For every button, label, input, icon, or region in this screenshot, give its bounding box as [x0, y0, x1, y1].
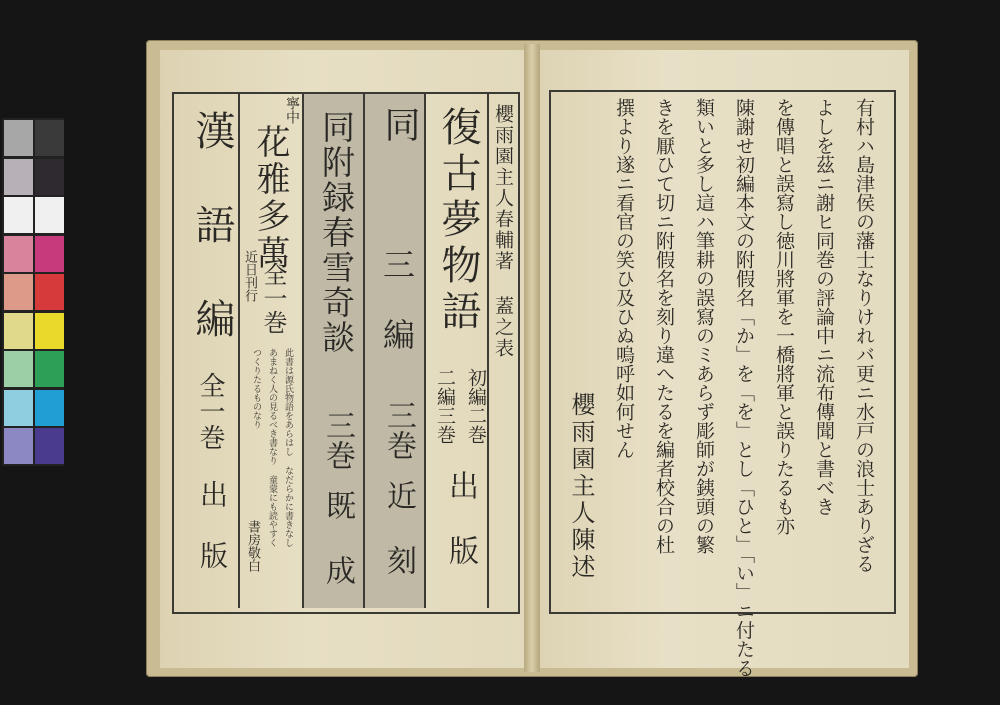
color-patch [35, 159, 64, 195]
ditto-mark: 同 [379, 106, 420, 142]
preface-line: よしを茲ニ謝ヒ同巻の評論中ニ流布傳聞と書べき [813, 98, 835, 516]
color-patch [4, 120, 33, 156]
volume-count-2: 三巻 [381, 400, 416, 460]
column-rule [363, 94, 365, 608]
column-rule [487, 94, 489, 608]
preface-line: 有村ハ島津侯の藩士なりけれバ更ニ水戸の浪士ありざる [853, 98, 875, 573]
color-patch [35, 351, 64, 387]
color-patch [35, 274, 64, 310]
color-patch [4, 351, 33, 387]
color-patch [35, 197, 64, 233]
volume-note-b: 二編三巻 [434, 368, 456, 444]
volume-three: 三 編 [378, 248, 416, 350]
color-checker-card [2, 118, 64, 466]
color-patch [4, 428, 33, 464]
preface-line: 陳謝せ初編本文の附假名「か」を「を」とし「ひと」「い」ニ付たる [733, 98, 755, 678]
author-line: 櫻雨園主人春輔著 蓋之表 [492, 104, 514, 359]
preface-line: きを厭ひて切ニ附假名を刻り違へたるを編者校合の杜 [653, 98, 675, 554]
volume-count-complete: 全一巻 [259, 262, 287, 334]
color-patch [4, 197, 33, 233]
status-forthcoming: 近 刻 [381, 480, 416, 575]
right-page-border [549, 90, 896, 614]
preface-line: を傳唱と誤寫し徳川將軍を一橋將軍と誤りたるも亦 [773, 98, 795, 535]
column-rule [424, 94, 426, 608]
title-fukko-yume-monogatari: 復古夢物語 [435, 106, 481, 336]
status-published-1: 出 版 [443, 470, 478, 565]
preface-line: 撰より遂ニ看官の笑ひ及ひぬ嗚呼如何せん [613, 98, 635, 459]
volume-note-a: 初編二巻 [465, 368, 487, 444]
preface-signature: 櫻雨園主人陳述 [567, 392, 595, 581]
preface-line: 類いと多し這ハ筆耕の誤寫のミあらず彫師が銕頭の繁 [693, 98, 715, 554]
description-text: 此書は源氏物語をあらはし なだらかに書きなし [283, 348, 293, 547]
title-kagatama: 花雅多萬 [250, 124, 290, 272]
small-prefix: 寧中 [284, 96, 300, 124]
color-patch [4, 236, 33, 272]
color-patch [35, 428, 64, 464]
description-text: あまねく人の見るべき書なり 童蒙にも読やすく [267, 348, 277, 547]
book-gutter [524, 44, 540, 672]
coming-soon-note: 近日刊行 [242, 250, 257, 302]
publisher-signature: 書房敬白 [245, 520, 260, 572]
status-completed: 既 成 [320, 490, 355, 585]
description-text: つくりたるものなり [251, 348, 261, 429]
volume-count-complete-2: 全一巻 [195, 372, 225, 450]
volume-count-3: 三巻 [320, 410, 355, 470]
color-patch [35, 313, 64, 349]
color-patch [4, 390, 33, 426]
status-published-2: 出 版 [196, 480, 229, 569]
color-patch [35, 120, 64, 156]
color-patch [4, 159, 33, 195]
color-patch [35, 390, 64, 426]
color-patch [4, 274, 33, 310]
color-patch [35, 236, 64, 272]
title-shunsetsu-kidan: 同附録春雪奇談 [317, 110, 356, 355]
color-patch [4, 313, 33, 349]
title-kango-hen: 漢 語 編 [189, 110, 235, 342]
column-rule [302, 94, 304, 608]
